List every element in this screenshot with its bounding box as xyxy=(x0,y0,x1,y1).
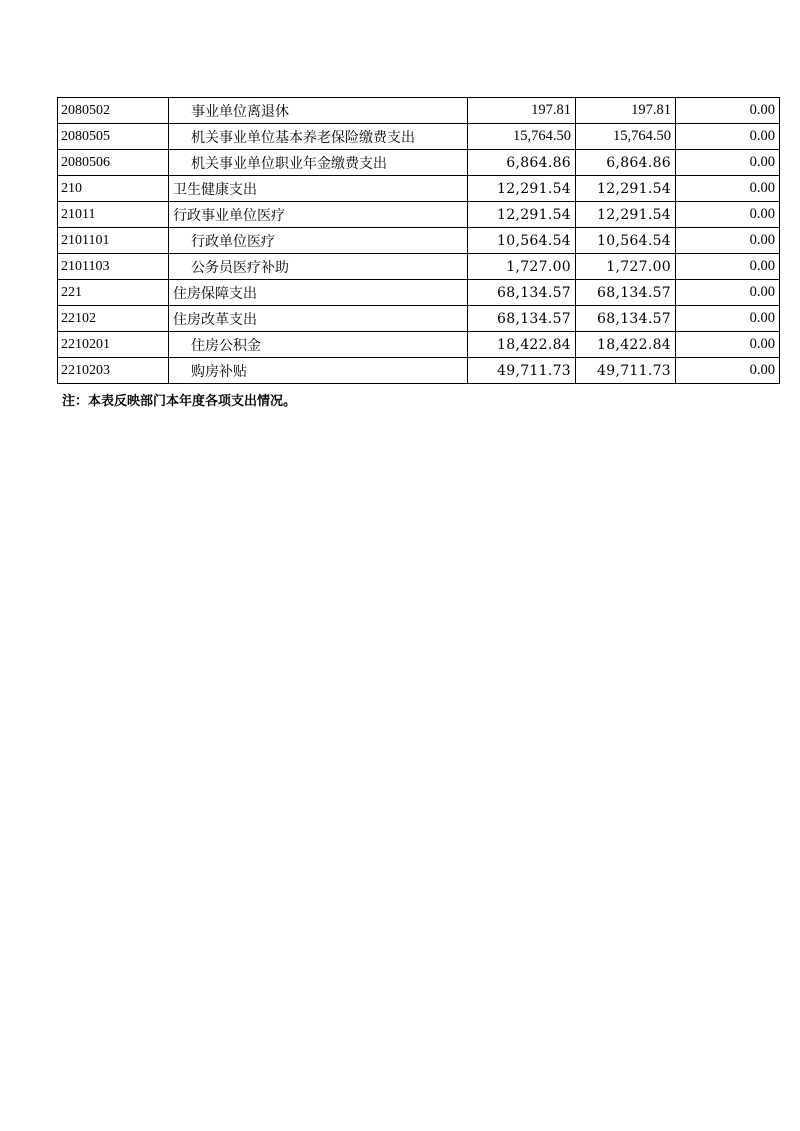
total-amount-cell: 197.81 xyxy=(468,98,576,124)
project-expenditure-cell: 0.00 xyxy=(676,306,780,332)
subject-code-cell: 2080505 xyxy=(58,124,169,150)
table-footnote: 注：本表反映部门本年度各项支出情况。 xyxy=(62,394,297,409)
table-row xyxy=(58,176,780,202)
table-row xyxy=(58,228,780,254)
project-expenditure-cell: 0.00 xyxy=(676,150,780,176)
basic-expenditure-cell: 197.81 xyxy=(576,98,676,124)
subject-code-cell: 22102 xyxy=(58,306,169,332)
project-expenditure-cell: 0.00 xyxy=(676,332,780,358)
project-expenditure-cell: 0.00 xyxy=(676,176,780,202)
subject-name-cell: 卫生健康支出 xyxy=(169,176,468,202)
subject-code-cell: 2101103 xyxy=(58,254,169,280)
subject-name-cell: 机关事业单位基本养老保险缴费支出 xyxy=(169,124,468,150)
project-expenditure-cell: 0.00 xyxy=(676,124,780,150)
subject-code-cell: 2210201 xyxy=(58,332,169,358)
table-row xyxy=(58,150,780,176)
subject-code-cell: 2080502 xyxy=(58,98,169,124)
subject-code-cell: 210 xyxy=(58,176,169,202)
subject-code-cell: 2080506 xyxy=(58,150,169,176)
table-row xyxy=(58,98,780,124)
basic-expenditure-cell: 18,422.84 xyxy=(576,332,676,358)
table-row xyxy=(58,358,780,384)
subject-code-cell: 2101101 xyxy=(58,228,169,254)
subject-code-cell: 21011 xyxy=(58,202,169,228)
project-expenditure-cell: 0.00 xyxy=(676,98,780,124)
table-body xyxy=(58,98,780,384)
total-amount-cell: 49,711.73 xyxy=(468,358,576,384)
subject-name-cell: 机关事业单位职业年金缴费支出 xyxy=(169,150,468,176)
subject-name-cell: 事业单位离退休 xyxy=(169,98,468,124)
project-expenditure-cell: 0.00 xyxy=(676,228,780,254)
total-amount-cell: 68,134.57 xyxy=(468,306,576,332)
table-row xyxy=(58,254,780,280)
subject-name-cell: 公务员医疗补助 xyxy=(169,254,468,280)
table-row xyxy=(58,306,780,332)
total-amount-cell: 15,764.50 xyxy=(468,124,576,150)
total-amount-cell: 1,727.00 xyxy=(468,254,576,280)
table-row xyxy=(58,332,780,358)
subject-name-cell: 行政事业单位医疗 xyxy=(169,202,468,228)
total-amount-cell: 18,422.84 xyxy=(468,332,576,358)
table-row xyxy=(58,124,780,150)
project-expenditure-cell: 0.00 xyxy=(676,254,780,280)
expenditure-table xyxy=(57,97,780,384)
subject-name-cell: 住房改革支出 xyxy=(169,306,468,332)
basic-expenditure-cell: 49,711.73 xyxy=(576,358,676,384)
subject-name-cell: 购房补贴 xyxy=(169,358,468,384)
total-amount-cell: 10,564.54 xyxy=(468,228,576,254)
total-amount-cell: 68,134.57 xyxy=(468,280,576,306)
project-expenditure-cell: 0.00 xyxy=(676,280,780,306)
total-amount-cell: 12,291.54 xyxy=(468,202,576,228)
basic-expenditure-cell: 6,864.86 xyxy=(576,150,676,176)
basic-expenditure-cell: 12,291.54 xyxy=(576,202,676,228)
project-expenditure-cell: 0.00 xyxy=(676,358,780,384)
total-amount-cell: 12,291.54 xyxy=(468,176,576,202)
basic-expenditure-cell: 68,134.57 xyxy=(576,280,676,306)
basic-expenditure-cell: 68,134.57 xyxy=(576,306,676,332)
subject-name-cell: 住房保障支出 xyxy=(169,280,468,306)
basic-expenditure-cell: 15,764.50 xyxy=(576,124,676,150)
basic-expenditure-cell: 12,291.54 xyxy=(576,176,676,202)
expenditure-table-container xyxy=(57,97,780,384)
subject-name-cell: 行政单位医疗 xyxy=(169,228,468,254)
table-row xyxy=(58,202,780,228)
basic-expenditure-cell: 10,564.54 xyxy=(576,228,676,254)
project-expenditure-cell: 0.00 xyxy=(676,202,780,228)
subject-code-cell: 221 xyxy=(58,280,169,306)
subject-name-cell: 住房公积金 xyxy=(169,332,468,358)
table-row xyxy=(58,280,780,306)
subject-code-cell: 2210203 xyxy=(58,358,169,384)
total-amount-cell: 6,864.86 xyxy=(468,150,576,176)
basic-expenditure-cell: 1,727.00 xyxy=(576,254,676,280)
